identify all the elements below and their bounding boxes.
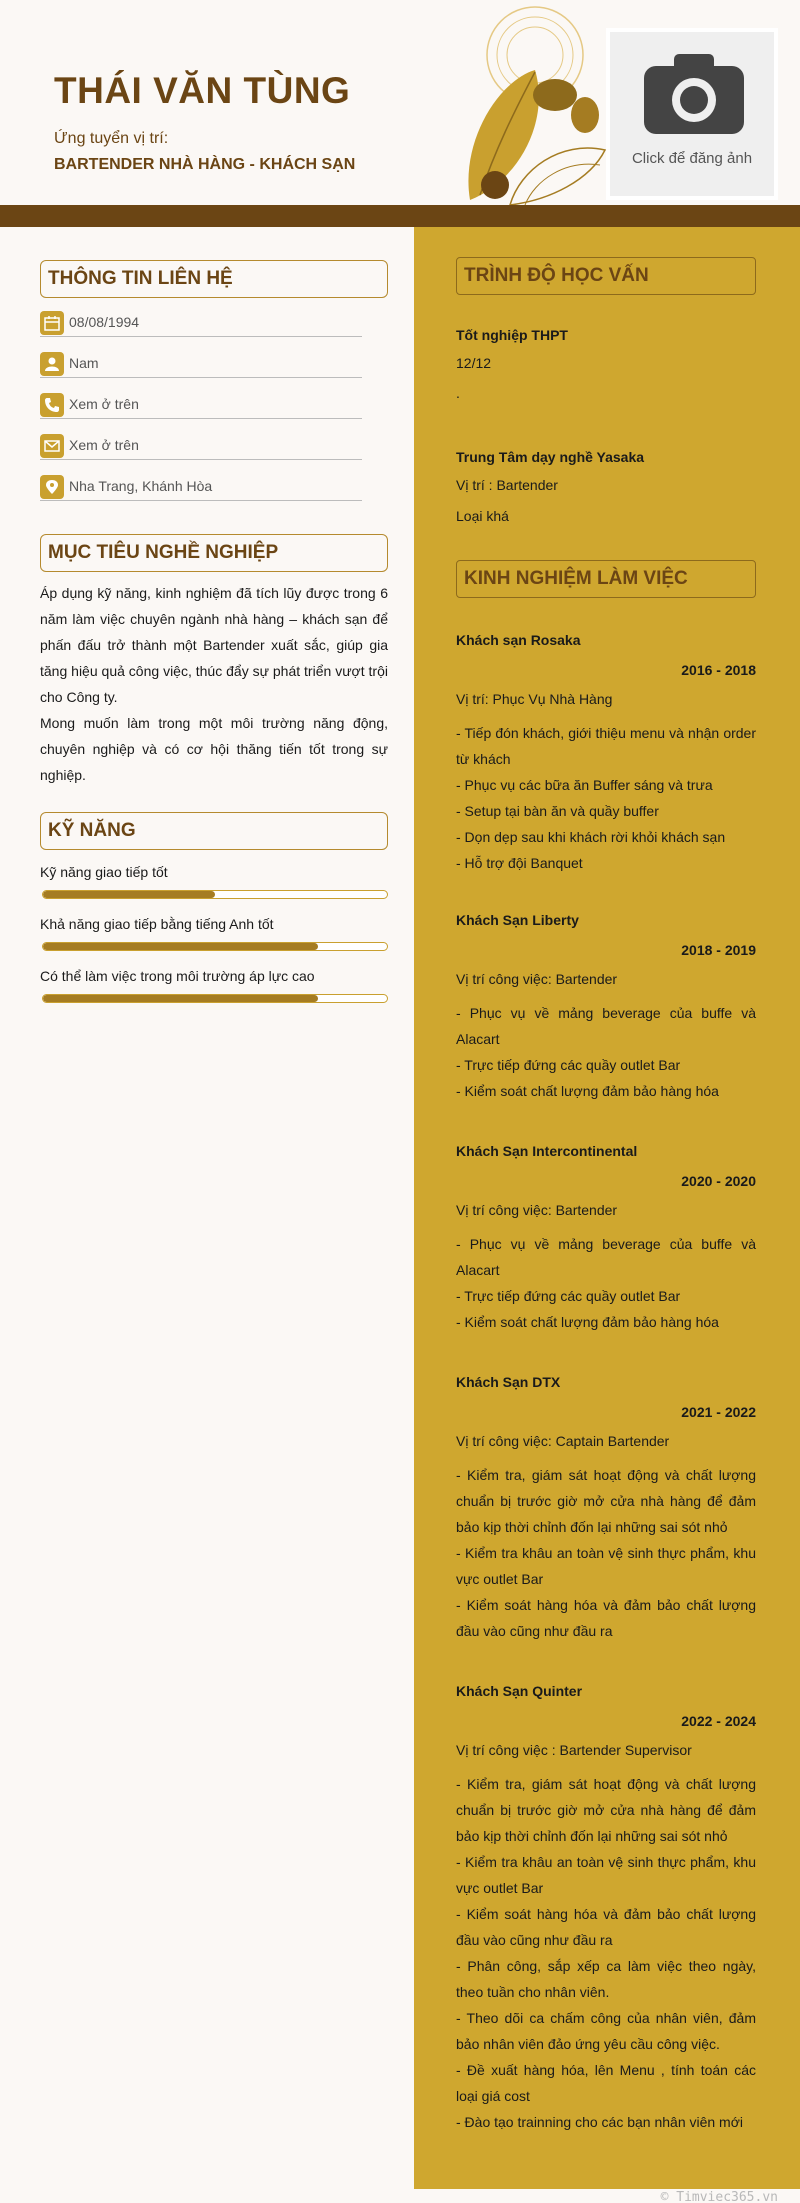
address-value: Nha Trang, Khánh Hòa [69, 478, 213, 494]
job-duty: - Dọn dẹp sau khi khách rời khỏi khách sạn [456, 829, 726, 845]
job-years: 2020 - 2020 [681, 1173, 756, 1189]
job-company: Khách Sạn Quinter [456, 1683, 583, 1699]
skill-bar [42, 890, 388, 899]
floral-decoration-icon [440, 0, 610, 205]
camera-icon [644, 54, 744, 134]
job-company: Khách Sạn DTX [456, 1374, 561, 1390]
applied-position: BARTENDER NHÀ HÀNG - KHÁCH SẠN [54, 156, 356, 173]
job-role: Vị trí công việc : Bartender Supervisor [456, 1742, 692, 1758]
education-detail: Vị trí : Bartender [456, 477, 558, 493]
job-company: Khách Sạn Intercontinental [456, 1143, 638, 1159]
job-role: Vị trí công việc: Bartender [456, 971, 618, 987]
job-role: Vị trí: Phục Vụ Nhà Hàng [456, 691, 613, 707]
skill-bar-fill [43, 891, 215, 898]
objective-paragraph-2: Mong muốn làm trong một môi trường năng động, chuyên nghiệp và có cơ hội thăng tiến tốt trong sự nghiệp. [40, 715, 388, 783]
job-years: 2016 - 2018 [681, 662, 756, 678]
contact-section-title: THÔNG TIN LIÊN HỆ [40, 260, 388, 298]
contact-row-birthday [40, 311, 362, 337]
job-duty: - Phục vụ về mảng beverage của buffe và Alacart [456, 1005, 756, 1047]
job-duty: - Kiểm tra, giám sát hoạt động và chất lượng chuẩn bị trước giờ mở cửa nhà hàng để đảm bảo kịp thời chỉnh đốn lại những sai sót nhỏ [456, 1776, 756, 1844]
education-section-title: TRÌNH ĐỘ HỌC VẤN [456, 257, 756, 295]
job-duty: - Setup tại bàn ăn và quầy buffer [456, 803, 659, 819]
job-entry [456, 1372, 756, 1644]
job-role: Vị trí công việc: Captain Bartender [456, 1433, 670, 1449]
photo-upload[interactable] [606, 28, 778, 200]
photo-upload-label: Click để đăng ảnh [631, 150, 753, 167]
objective-text [40, 580, 388, 788]
phone-icon [40, 393, 64, 417]
job-company: Khách sạn Rosaka [456, 632, 581, 648]
education-detail: . [456, 385, 460, 401]
education-school: Tốt nghiệp THPT [456, 327, 568, 343]
skill-label: Khả năng giao tiếp bằng tiếng Anh tốt [40, 916, 274, 932]
objective-paragraph-1: Áp dụng kỹ năng, kinh nghiệm đã tích lũy được trong 6 năm làm việc chuyên ngành nhà hàng – khách sạn để phấn đấu trở thành một Bartender xuất sắc, giúp gia tăng hiệu quả công việc, thúc đẩy sự phát triển vượt trội cho Công ty. [40, 585, 388, 705]
skills-section-title: KỸ NĂNG [40, 812, 388, 850]
location-icon [40, 475, 64, 499]
skill-bar-fill [43, 995, 318, 1002]
contact-row-gender [40, 352, 362, 378]
job-years: 2018 - 2019 [681, 942, 756, 958]
candidate-name: THÁI VĂN TÙNG [54, 70, 351, 111]
job-duty: - Trực tiếp đứng các quầy outlet Bar [456, 1057, 681, 1073]
skill-bar [42, 994, 388, 1003]
watermark: © Timviec365.vn [660, 2190, 778, 2203]
skill-bar [42, 942, 388, 951]
job-role: Vị trí công việc: Bartender [456, 1202, 618, 1218]
skill-label: Kỹ năng giao tiếp tốt [40, 864, 168, 880]
job-duty: - Phục vụ các bữa ăn Buffer sáng và trưa [456, 777, 713, 793]
email-value: Xem ở trên [69, 437, 139, 453]
apply-label: Ứng tuyển vị trí: [54, 130, 169, 147]
job-years: 2022 - 2024 [681, 1713, 756, 1729]
job-entry [456, 910, 756, 1104]
birthday-value: 08/08/1994 [69, 314, 140, 330]
job-entry [456, 1681, 756, 2135]
job-company: Khách Sạn Liberty [456, 912, 579, 928]
skill-label: Có thể làm việc trong môi trường áp lực cao [40, 968, 315, 984]
user-icon [40, 352, 64, 376]
objective-section-title: MỤC TIÊU NGHỀ NGHIỆP [40, 534, 388, 572]
job-duty: - Kiểm tra khâu an toàn vệ sinh thực phẩm, khu vực outlet Bar [456, 1545, 756, 1587]
job-duty: - Đề xuất hàng hóa, lên Menu , tính toán các loại giá cost [456, 2062, 756, 2104]
job-duty: - Kiểm soát hàng hóa và đảm bảo chất lượng đầu vào cũng như đầu ra [456, 1597, 756, 1639]
job-duty: - Tiếp đón khách, giới thiệu menu và nhận order từ khách [456, 725, 756, 767]
job-duty: - Kiểm tra khâu an toàn vệ sinh thực phẩm, khu vực outlet Bar [456, 1854, 756, 1896]
experience-section-title: KINH NGHIỆM LÀM VIỆC [456, 560, 756, 598]
job-duty: - Kiểm soát chất lượng đảm bảo hàng hóa [456, 1314, 719, 1330]
header-divider-bar [0, 205, 800, 227]
email-icon [40, 434, 64, 458]
education-school: Trung Tâm dạy nghề Yasaka [456, 449, 645, 465]
job-duty: - Đào tạo trainning cho các bạn nhân viên mới [456, 2114, 744, 2130]
phone-value: Xem ở trên [69, 396, 139, 412]
job-duty: - Kiểm soát hàng hóa và đảm bảo chất lượng đầu vào cũng như đầu ra [456, 1906, 756, 1948]
job-entry [456, 630, 756, 876]
cv-header [0, 0, 800, 205]
job-entry [456, 1141, 756, 1335]
job-duty: - Theo dõi ca chấm công của nhân viên, đảm bảo nhân viên đảo ứng yêu cầu công việc. [456, 2010, 756, 2052]
job-duty: - Kiểm soát chất lượng đảm bảo hàng hóa [456, 1083, 719, 1099]
education-detail: Loại khá [456, 508, 509, 524]
education-detail: 12/12 [456, 355, 492, 371]
contact-row-email [40, 434, 362, 460]
calendar-icon [40, 311, 64, 335]
gender-value: Nam [69, 355, 99, 371]
right-column [414, 227, 800, 2189]
job-duty: - Trực tiếp đứng các quầy outlet Bar [456, 1288, 681, 1304]
contact-row-address [40, 475, 362, 501]
skill-bar-fill [43, 943, 318, 950]
job-duty: - Kiểm tra, giám sát hoạt động và chất lượng chuẩn bị trước giờ mở cửa nhà hàng để đảm bảo kịp thời chỉnh đốn lại những sai sót nhỏ [456, 1467, 756, 1535]
contact-row-phone [40, 393, 362, 419]
job-duty: - Hỗ trợ đội Banquet [456, 855, 583, 871]
job-duty: - Phân công, sắp xếp ca làm việc theo ngày, theo tuần cho nhân viên. [456, 1958, 756, 2000]
job-duty: - Phục vụ về mảng beverage của buffe và Alacart [456, 1236, 756, 1278]
job-years: 2021 - 2022 [681, 1404, 756, 1420]
